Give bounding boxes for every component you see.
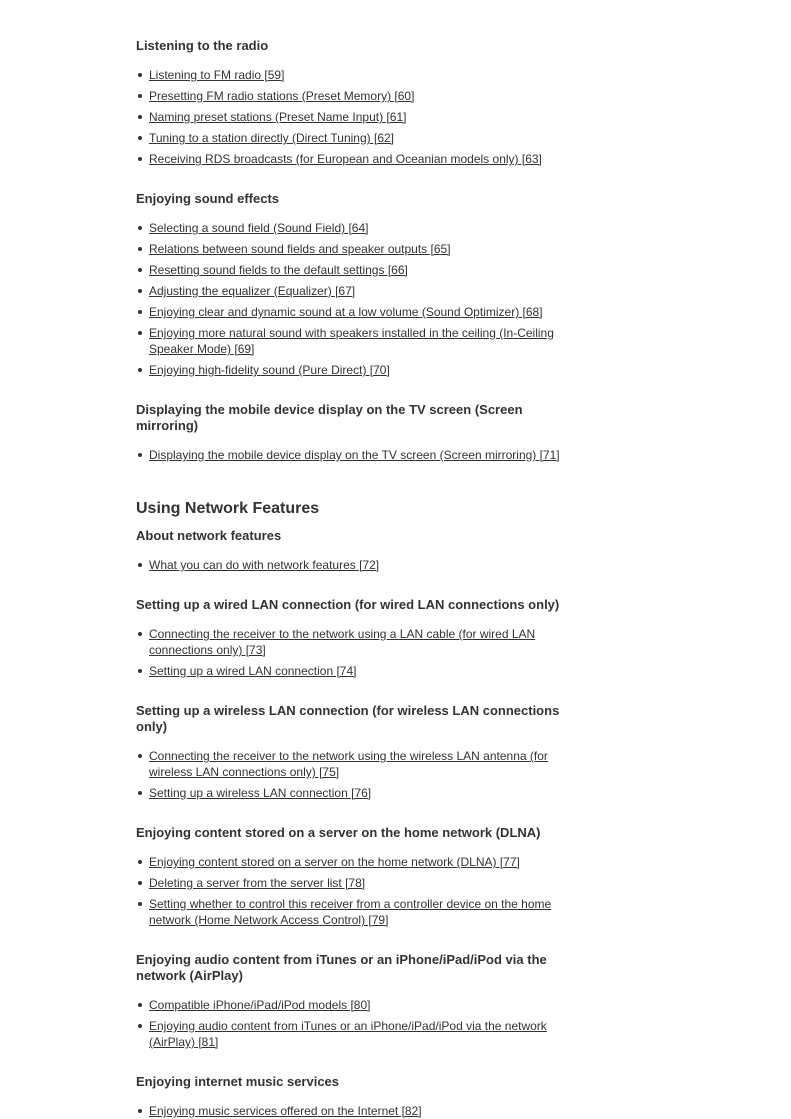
list-item — [136, 875, 576, 891]
toc-link[interactable]: Setting up a wired LAN connection [74] — [149, 664, 357, 678]
toc-link[interactable]: Resetting sound fields to the default settings [66] — [149, 263, 408, 277]
chapter-heading: Using Network Features — [136, 500, 320, 517]
list-item — [136, 626, 576, 658]
toc-link[interactable]: Displaying the mobile device display on the TV screen (Screen mirroring) [71] — [149, 448, 560, 462]
link-list — [136, 997, 576, 1050]
list-item — [136, 663, 576, 679]
toc-link[interactable]: Receiving RDS broadcasts (for European and Oceanian models only) [63] — [149, 152, 542, 166]
toc-link[interactable]: Enjoying audio content from iTunes or an iPhone/iPad/iPod via the network (AirPlay) [81] — [149, 1019, 547, 1049]
list-item — [136, 854, 576, 870]
toc-section — [136, 597, 576, 679]
toc-section — [136, 825, 576, 928]
toc-section — [136, 1074, 576, 1119]
link-list — [136, 748, 576, 801]
list-item — [136, 1018, 576, 1050]
list-item — [136, 67, 576, 83]
link-list — [136, 220, 576, 378]
section-heading: Displaying the mobile device display on the TV screen (Screen mirroring) — [136, 402, 523, 433]
list-item — [136, 151, 576, 167]
toc-link[interactable]: What you can do with network features [72] — [149, 558, 380, 572]
list-item — [136, 304, 576, 320]
list-item — [136, 557, 576, 573]
toc-link[interactable]: Setting whether to control this receiver from a controller device on the home network (Home Network Access Control) [79] — [149, 897, 552, 927]
toc-link[interactable]: Adjusting the equalizer (Equalizer) [67] — [149, 284, 356, 298]
toc-section — [136, 38, 576, 167]
list-item — [136, 109, 576, 125]
list-item — [136, 362, 576, 378]
section-heading: Enjoying internet music services — [136, 1074, 340, 1089]
section-heading: Enjoying content stored on a server on the home network (DLNA) — [136, 825, 541, 840]
section-heading: Enjoying sound effects — [136, 191, 280, 206]
toc-link[interactable]: Setting up a wireless LAN connection [76] — [149, 786, 372, 800]
list-item — [136, 130, 576, 146]
toc-link[interactable]: Naming preset stations (Preset Name Input) [61] — [149, 110, 407, 124]
link-list — [136, 557, 576, 573]
toc-link[interactable]: Compatible iPhone/iPad/iPod models [80] — [149, 998, 371, 1012]
toc-link[interactable]: Relations between sound fields and speaker outputs [65] — [149, 242, 451, 256]
chapter-section — [136, 499, 576, 518]
toc-link[interactable]: Listening to FM radio [59] — [149, 68, 285, 82]
link-list — [136, 447, 576, 463]
list-item — [136, 447, 576, 463]
toc-section — [136, 952, 576, 1050]
toc-link[interactable]: Tuning to a station directly (Direct Tuning) [62] — [149, 131, 395, 145]
toc-section — [136, 703, 576, 801]
section-heading: Listening to the radio — [136, 38, 269, 53]
list-item — [136, 220, 576, 236]
link-list — [136, 854, 576, 928]
list-item — [136, 88, 576, 104]
list-item — [136, 325, 576, 357]
section-heading: Setting up a wireless LAN connection (for wireless LAN connections only) — [136, 703, 560, 734]
toc-link[interactable]: Enjoying music services offered on the Internet [82] — [149, 1104, 422, 1118]
toc-section — [136, 191, 576, 378]
list-item — [136, 997, 576, 1013]
toc-link[interactable]: Enjoying clear and dynamic sound at a low volume (Sound Optimizer) [68] — [149, 305, 543, 319]
toc-link[interactable]: Enjoying more natural sound with speakers installed in the ceiling (In-Ceiling Speaker Mode) [69] — [149, 326, 554, 356]
list-item — [136, 896, 576, 928]
link-list — [136, 67, 576, 167]
toc-link[interactable]: Enjoying content stored on a server on the home network (DLNA) [77] — [149, 855, 520, 869]
toc-link[interactable]: Presetting FM radio stations (Preset Memory) [60] — [149, 89, 415, 103]
toc-section — [136, 528, 576, 573]
section-heading: Enjoying audio content from iTunes or an iPhone/iPad/iPod via the network (AirPlay) — [136, 952, 547, 983]
toc-link[interactable]: Deleting a server from the server list [78] — [149, 876, 366, 890]
link-list — [136, 626, 576, 679]
list-item — [136, 262, 576, 278]
toc-link[interactable]: Selecting a sound field (Sound Field) [64] — [149, 221, 369, 235]
toc-link[interactable]: Enjoying high-fidelity sound (Pure Direct) [70] — [149, 363, 390, 377]
section-heading: Setting up a wired LAN connection (for wired LAN connections only) — [136, 597, 560, 612]
list-item — [136, 1103, 576, 1119]
list-item — [136, 241, 576, 257]
link-list — [136, 1103, 576, 1119]
list-item — [136, 283, 576, 299]
list-item — [136, 785, 576, 801]
list-item — [136, 748, 576, 780]
toc-link[interactable]: Connecting the receiver to the network using a LAN cable (for wired LAN connections only) [73] — [149, 627, 536, 657]
toc-section — [136, 402, 576, 463]
section-heading: About network features — [136, 528, 282, 543]
toc-link[interactable]: Connecting the receiver to the network using the wireless LAN antenna (for wireless LAN connections only) [75] — [149, 749, 548, 779]
